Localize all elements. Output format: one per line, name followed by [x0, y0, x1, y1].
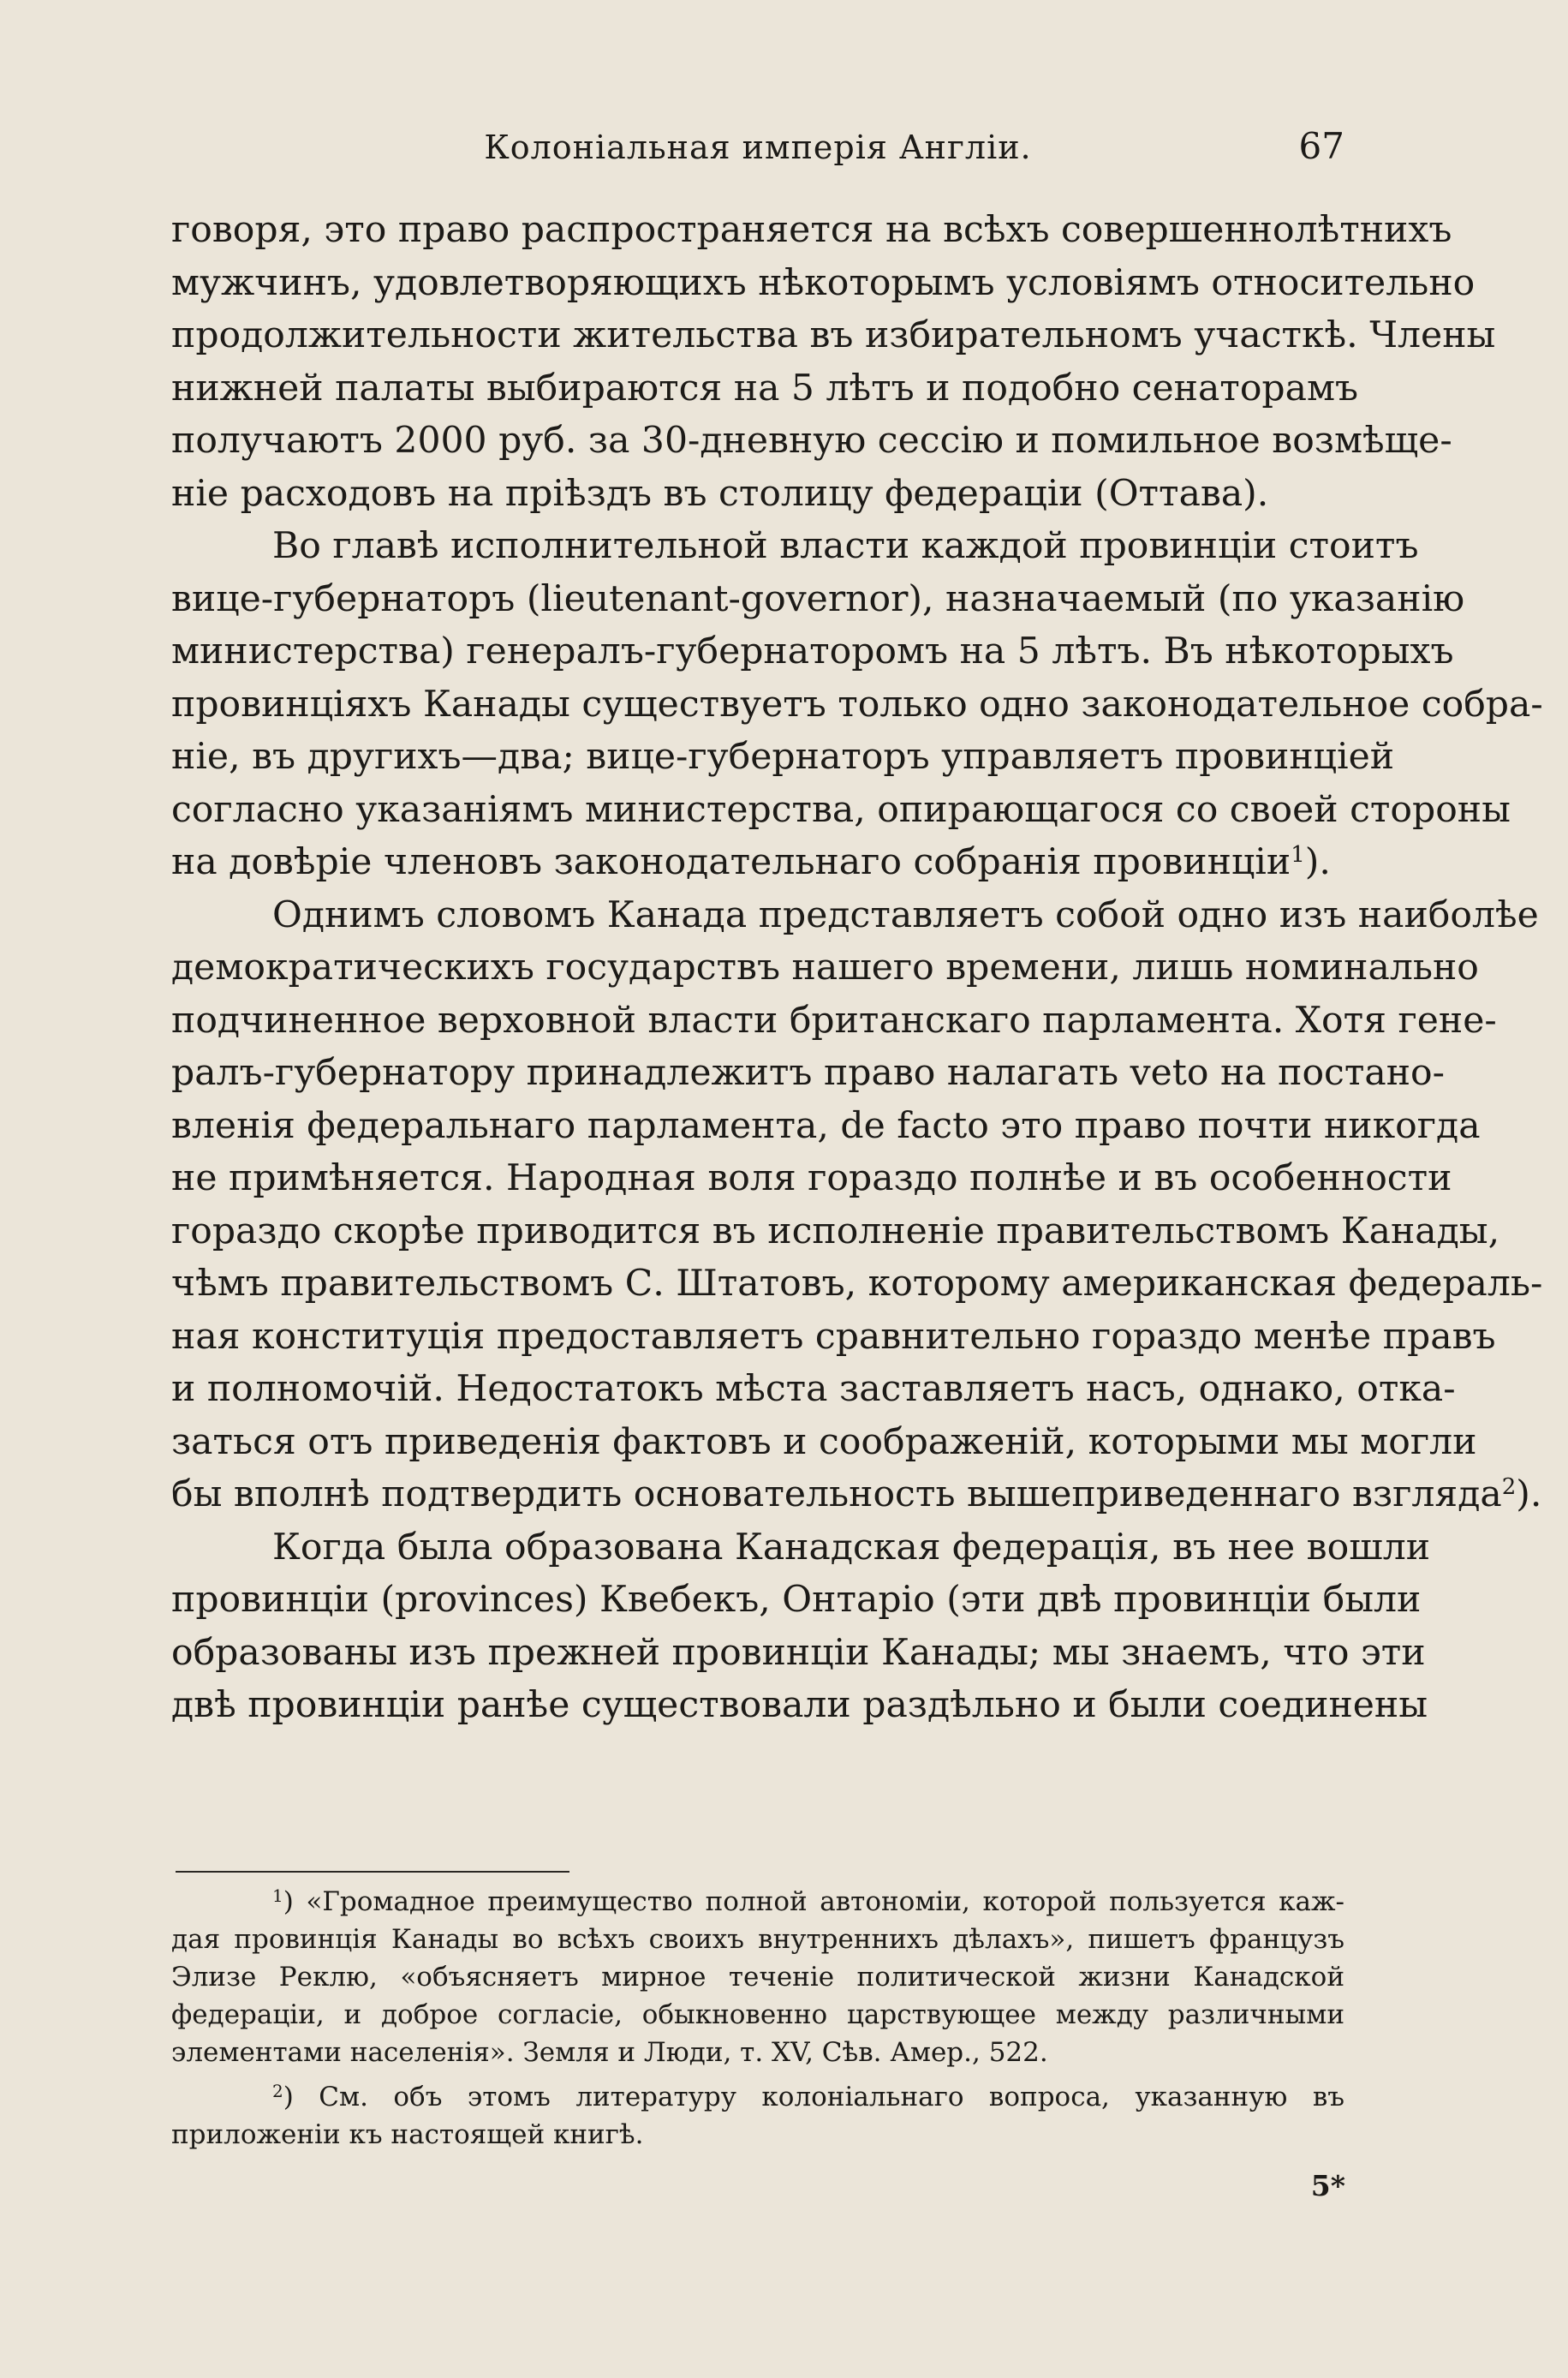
page-header [171, 120, 1344, 182]
text-line: вице-губернаторъ (lieutenant-governor), назначаемый (по указанію [171, 577, 1465, 620]
text-line: продолжительности жительства въ избирательномъ участкѣ. Члены [171, 314, 1496, 356]
text-line [171, 836, 1344, 889]
text-line: подчиненное верховной власти британскаго парламента. Хотя гене- [171, 999, 1497, 1042]
text-line: ніе расходовъ на пріѣздъ въ столицу федераціи (Оттава). [171, 472, 1269, 515]
footnote-line: федераціи, и доброе согласіе, обыкновенно царствующее между различными [171, 1999, 1344, 2030]
text-line: чѣмъ правительствомъ С. Штатовъ, которому американская федераль- [171, 1263, 1543, 1305]
footnote-divider [176, 1871, 569, 1873]
footnote-text: ) См. объ этомъ литературу колоніальнаго вопроса, указанную въ [283, 2082, 1344, 2112]
line-text: на довѣріе членовъ законодательнаго собранія провинціи [171, 841, 1291, 883]
text-line: Однимъ словомъ Канада представляетъ собой одно изъ наиболѣе [272, 893, 1539, 936]
page-number: 67 [1298, 125, 1344, 167]
footnote-line: Элизе Реклю, «объясняетъ мирное теченіе политической жизни Канадской [171, 1962, 1344, 1993]
text-line: мужчинъ, удовлетворяющихъ нѣкоторымъ условіямъ относительно [171, 261, 1476, 304]
text-line: вленія федеральнаго парламента, de facto это право почти никогда [171, 1104, 1481, 1147]
footnote-line: элементами населенія». Земля и Люди, т. XV, Сѣв. Амер., 522. [171, 2037, 1048, 2068]
footnote-line: дая провинція Канады во всѣхъ своихъ внутреннихъ дѣлахъ», пишетъ французъ [171, 1924, 1344, 1955]
footnote-text: ) «Громадное преимущество полной автономіи, которой пользуется каж- [283, 1886, 1344, 1917]
running-title: Колоніальная имперія Англіи. [484, 128, 1032, 166]
footnote-ref: 1 [1291, 842, 1305, 868]
text-line: ная конституція предоставляетъ сравнительно гораздо менѣе правъ [171, 1315, 1496, 1358]
footnote-line [171, 2078, 1344, 2116]
text-line: двѣ провинціи ранѣе существовали раздѣльно и были соединены [171, 1684, 1428, 1726]
printer-signature: 5* [1310, 2169, 1345, 2202]
text-line [171, 1468, 1542, 1521]
text-line: не примѣняется. Народная воля гораздо полнѣе и въ особенности [171, 1157, 1452, 1199]
text-line: образованы изъ прежней провинціи Канады; мы знаемъ, что эти [171, 1631, 1426, 1674]
footnote-line [171, 1883, 1344, 1921]
text-line: провинціи (provinces) Квебекъ, Онтаріо (эти двѣ провинціи были [171, 1579, 1422, 1621]
text-line: говоря, это право распространяется на всѣхъ совершеннолѣтнихъ [171, 209, 1452, 251]
line-text: бы вполнѣ подтвердить основательность вышеприведеннаго взгляда [171, 1473, 1502, 1515]
footnotes [171, 1883, 1344, 2154]
line-tail: ). [1304, 841, 1331, 883]
text-line: и полномочій. Недостатокъ мѣста заставляетъ насъ, однако, отка- [171, 1368, 1456, 1410]
text-line: ралъ-губернатору принадлежитъ право налагать veto на постано- [171, 1052, 1445, 1094]
footnote-ref: 2 [1501, 1474, 1517, 1500]
text-line: нижней палаты выбираются на 5 лѣтъ и подобно сенаторамъ [171, 367, 1359, 409]
footnote-line: приложеніи къ настоящей книгѣ. [171, 2119, 644, 2150]
footnote-mark: 1 [272, 1885, 283, 1906]
text-line: гораздо скорѣе приводится въ исполненіе правительствомъ Канады, [171, 1210, 1500, 1252]
line-tail: ). [1516, 1473, 1542, 1515]
footnote-mark: 2 [272, 2081, 283, 2101]
text-line: согласно указаніямъ министерства, опирающагося со своей стороны [171, 788, 1511, 831]
text-line: демократическихъ государствъ нашего времени, лишь номинально [171, 947, 1479, 989]
text-line: министерства) генералъ-губернаторомъ на 5 лѣтъ. Въ нѣкоторыхъ [171, 630, 1454, 672]
text-line: заться отъ приведенія фактовъ и соображеній, которыми мы могли [171, 1420, 1477, 1463]
text-line: провинціяхъ Канады существуетъ только одно законодательное собра- [171, 683, 1543, 726]
text-line: Когда была образована Канадская федерація, въ нее вошли [272, 1526, 1431, 1568]
text-line: ніе, въ другихъ—два; вице-губернаторъ управляетъ провинціей [171, 736, 1395, 778]
body-text [171, 204, 1543, 1732]
text-line: Во главѣ исполнительной власти каждой провинціи стоитъ [272, 525, 1419, 567]
text-line: получаютъ 2000 руб. за 30-дневную сессію и помильное возмѣще- [171, 420, 1452, 462]
